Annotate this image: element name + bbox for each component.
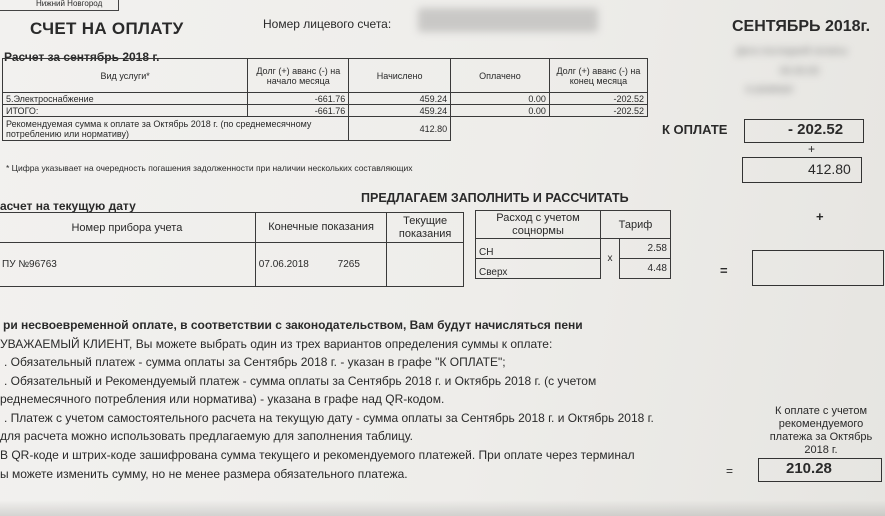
tariff-table [475,210,671,279]
total-debt-start: -661.76 [248,105,349,117]
meter-date-reading [255,243,387,287]
consumption-header: Расход с учетом соцнормы [476,211,601,239]
final-amount-value: 210.28 [786,460,832,477]
to-pay-label: К ОПЛАТЕ [662,122,728,137]
table-row [3,93,648,105]
header-debt-start: Долг (+) аванс (-) на начало месяца [248,59,349,93]
final-amount-label: К оплате с учетом рекомендуемого платежа за Октябрь 2018 г. [769,405,873,456]
bottom-shadow [0,500,885,516]
current-header: Текущие показания [387,213,464,243]
table-row [0,243,464,287]
table-row [476,259,671,279]
propose-title: ПРЕДЛАГАЕМ ЗАПОЛНИТЬ И РАССЧИТАТЬ [361,191,629,205]
account-number-blurred [418,8,598,32]
tariff-value: 2.58 [620,239,671,259]
header-service: Вид услуги* [3,59,248,93]
city-label: Нижний Новгород [36,0,103,8]
last-payment-size-blurred: в размере [746,84,794,95]
header-paid: Оплачено [451,59,550,93]
footnote: * Цифра указывает на очередность погашения задолженности при наличии нескольких составляющих [6,163,413,173]
paragraph-line: УВАЖАЕМЫЙ КЛИЕНТ, Вы можете выбрать один из трех вариантов определения суммы к оплате: [0,337,553,351]
total-paid: 0.00 [451,105,550,117]
total-charged: 459.24 [349,105,451,117]
paragraph-line: В QR-коде и штрих-коде зашифрована сумма текущего и рекомендуемого платежей. При оплате через терминал [0,448,635,462]
period-header: СЕНТЯБРЬ 2018г. [732,18,871,35]
meter-number: ПУ №96763 [0,243,255,287]
meter-date: 07.06.2018 [258,258,309,270]
to-pay-value: - 202.52 [788,121,844,138]
invoice-title: СЧЕТ НА ОПЛАТУ [30,19,184,38]
paragraph-line: для расчета можно использовать предлагаемую для заполнения таблицу. [0,429,413,443]
tariff-value: 4.48 [620,259,671,279]
result-box [752,250,884,286]
recommended-label: Рекомендуемая сумма к оплате за Октябрь 2018 г. (по среднемесячному потреблению или нормативу) [3,117,349,141]
total-label: ИТОГО: [3,105,248,117]
recommended-row [3,117,648,141]
charges-table [2,58,648,141]
total-debt-end: -202.52 [549,105,647,117]
table-row [3,105,648,117]
times-sign: x [601,239,620,279]
tariff-header: Тариф [601,211,671,239]
paragraph-line: . Платеж с учетом самостоятельного расчета на текущую дату - сумма оплаты за Сентябрь 2018 г. и Октябрь 2018 г. [4,411,654,425]
paragraph-line: . Обязательный платеж - сумма оплаты за Сентябрь 2018 г. - указан в графе "К ОПЛАТЕ"; [4,355,506,369]
row-debt-start: -661.76 [248,93,349,105]
calc-title: Расчет за сентябрь 2018 г. [4,50,160,64]
row-paid: 0.00 [451,93,550,105]
final-header: Конечные показания [255,213,387,243]
table-row [476,239,671,259]
equals-sign: = [720,263,728,278]
tariff-row-label: Сверх [476,259,601,279]
meter-header: Номер прибора учета [0,213,255,243]
paragraph-line: . Обязательный и Рекомендуемый платеж - сумма оплаты за Сентябрь 2018 г. и Октябрь 2018 г. (с учетом [4,374,597,388]
tariff-header-row [476,211,671,239]
plus-sign: + [808,142,816,156]
meter-table [0,212,464,287]
late-payment-warning: ри несвоевременной оплате, в соответствии с законодательством, Вам будут начисляться пени [3,318,583,332]
last-payment-date-blurred: Дата последней оплаты [736,46,848,57]
charges-header-row [3,59,648,93]
row-charged: 459.24 [349,93,451,105]
current-reading-blank[interactable] [387,243,464,287]
header-charged: Начислено [349,59,451,93]
recommended-right-value: 412.80 [808,161,851,177]
current-date-title: асчет на текущую дату [0,199,136,213]
row-service: 5.Электроснабжение [3,93,248,105]
tariff-row-label: СН [476,239,601,259]
equals-sign-2: = [726,464,734,478]
paragraph-line: реднемесячного потребления или норматива) - указана в графе над QR-кодом. [0,392,445,406]
meter-header-row [0,213,464,243]
recommended-value: 412.80 [349,117,451,141]
row-debt-end: -202.52 [549,93,647,105]
plus-sign-2: + [816,209,824,224]
meter-reading: 7265 [337,258,360,270]
paragraph-line: ы можете изменить сумму, но не менее размера обязательного платежа. [0,467,408,481]
account-label: Номер лицевого счета: [263,17,392,31]
last-payment-value-blurred: 00.00.00 [780,66,819,77]
header-debt-end: Долг (+) аванс (-) на конец месяца [549,59,647,93]
